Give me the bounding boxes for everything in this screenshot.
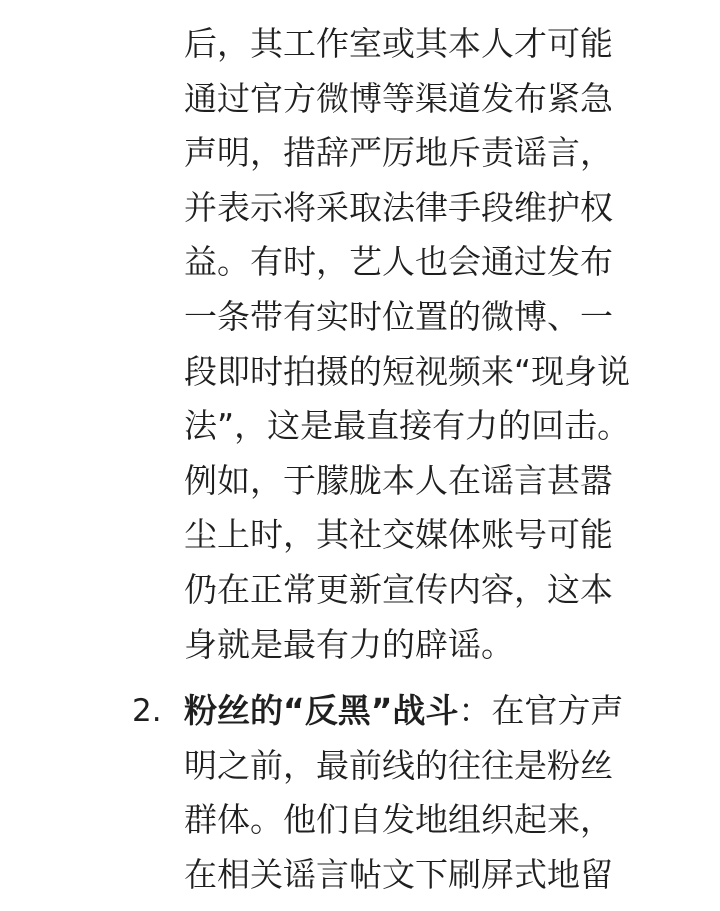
- list-item-line: 在相关谣言帖文下刷屏式地留: [184, 854, 613, 894]
- list-item-heading: 粉丝的“反黑”战斗: [184, 691, 459, 730]
- list-item-line: 明之前，最前线的往往是粉丝: [184, 745, 613, 785]
- paragraph-line: 仍在正常更新宣传内容，这本: [184, 569, 613, 609]
- paragraph-line: 并表示将采取法律手段维护权: [184, 187, 613, 227]
- list-item-first-line: [184, 684, 684, 739]
- paragraph-line: 段即时拍摄的短视频来“现身说: [184, 351, 631, 391]
- paragraph-line: 身就是最有力的辟谣。: [184, 624, 514, 664]
- list-item-line: 群体。他们自发地组织起来，: [184, 800, 613, 840]
- paragraph-line: 声明，措辞严厉地斥责谣言，: [184, 133, 613, 173]
- paragraph-line: 一条带有实时位置的微博、一: [184, 296, 613, 336]
- paragraph-line: 尘上时，其社交媒体账号可能: [184, 515, 613, 555]
- paragraph-line: 通过官方微博等渠道发布紧急: [184, 78, 613, 118]
- body-paragraph: [184, 17, 684, 672]
- list-item-body: [184, 684, 684, 902]
- list-number: 2.: [132, 693, 162, 729]
- paragraph-line: 益。有时，艺人也会通过发布: [184, 242, 613, 282]
- list-item-heading-rest: ：在官方声: [458, 691, 624, 730]
- paragraph-line: 例如，于朦胧本人在谣言甚嚣: [184, 460, 613, 500]
- paragraph-line: 法”，这是最直接有力的回击。: [184, 406, 631, 446]
- paragraph-line: 后，其工作室或其本人才可能: [184, 24, 613, 63]
